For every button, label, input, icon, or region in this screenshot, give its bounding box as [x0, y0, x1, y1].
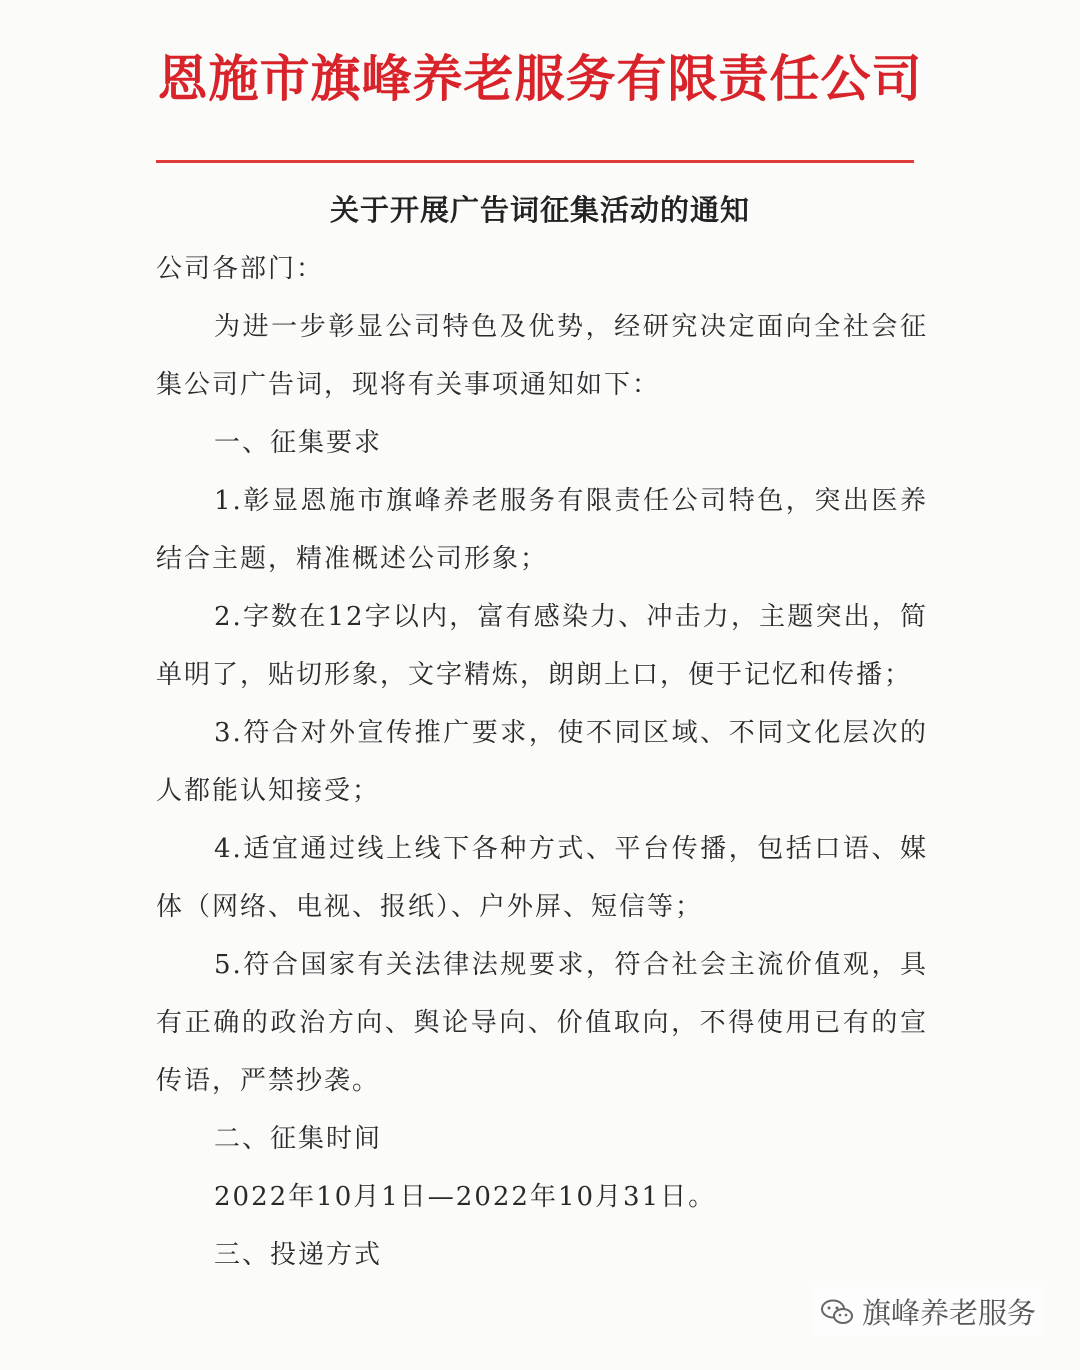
requirement-item-4: 4.适宜通过线上线下各种方式、平台传播，包括口语、媒体（网络、电视、报纸）、户外屏、短信等；	[156, 834, 928, 922]
section-heading-submission: 三、投递方式	[214, 1240, 383, 1270]
requirement-item-1: 1.彰显恩施市旗峰养老服务有限责任公司特色，突出医养结合主题，精准概述公司形象；	[156, 486, 928, 574]
requirement-item-3: 3.符合对外宣传推广要求，使不同区域、不同文化层次的人都能认知接受；	[156, 718, 928, 806]
intro-paragraph: 为进一步彰显公司特色及优势，经研究决定面向全社会征集公司广告词，现将有关事项通知如下：	[156, 312, 928, 400]
requirement-item-2: 2.字数在12字以内，富有感染力、冲击力，主题突出，简单明了，贴切形象，文字精炼，朗朗上口，便于记忆和传播；	[156, 602, 928, 690]
section-heading-requirements: 一、征集要求	[214, 428, 383, 458]
section-heading-time: 二、征集时间	[214, 1124, 383, 1154]
salutation: 公司各部门：	[156, 254, 325, 284]
red-divider	[156, 160, 914, 163]
requirement-item-5: 5.符合国家有关法律法规要求，符合社会主流价值观，具有正确的政治方向、舆论导向、价值取向，不得使用已有的宣传语，严禁抄袭。	[156, 950, 928, 1096]
organization-header: 恩施市旗峰养老服务有限责任公司	[157, 50, 923, 108]
wechat-icon	[820, 1298, 854, 1326]
wechat-watermark	[812, 1287, 1044, 1336]
document-title: 关于开展广告词征集活动的通知	[329, 193, 750, 227]
document-body	[156, 240, 928, 1284]
watermark-text: 旗峰养老服务	[861, 1296, 1036, 1330]
collection-period: 2022年10月1日—2022年10月31日。	[214, 1182, 717, 1212]
